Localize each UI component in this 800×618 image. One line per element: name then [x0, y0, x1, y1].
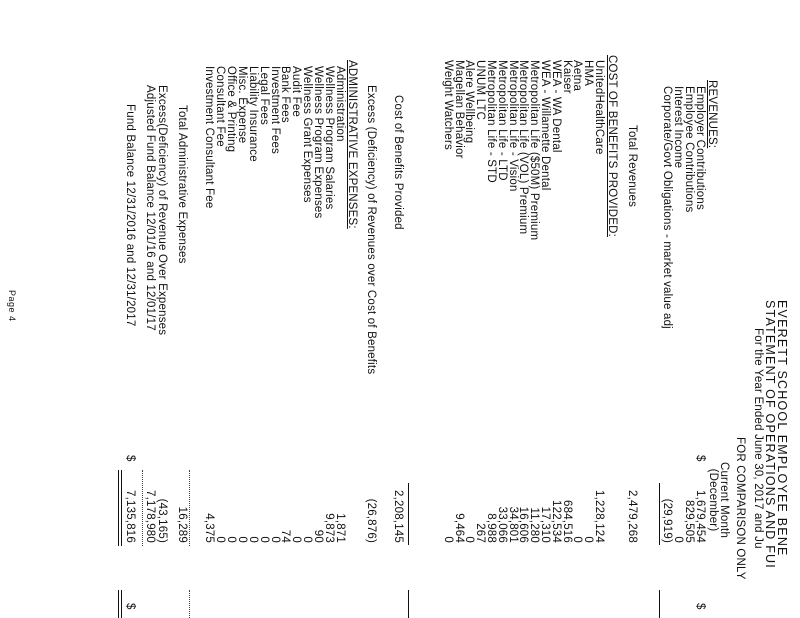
line-item-value: 1,228,124	[593, 490, 605, 543]
column-heading-december: (December)	[707, 468, 719, 532]
line-item-label: Wellness Program Salaries	[323, 66, 336, 210]
line-item-value: 267	[474, 523, 487, 543]
report-period: For the Year Ended June 30, 2017 and Ju	[752, 328, 764, 549]
adjusted-fund-balance-value: 7,178,980	[144, 490, 156, 543]
line-item-value: 0	[268, 536, 281, 543]
line-item-value: 4,375	[203, 513, 216, 543]
total-admin-value: 16,289	[176, 506, 188, 543]
total-revenues-label: Total Revenues	[626, 125, 638, 208]
line-item-value: 684,516	[560, 500, 573, 543]
line-item-label: Liability Insurance	[246, 66, 259, 162]
line-item-value: 9,464	[452, 513, 465, 543]
subtotal-rule	[408, 483, 409, 545]
line-item-value: 0	[441, 536, 454, 543]
line-item-value: 9,873	[323, 513, 336, 543]
report-title-line2: STATEMENT OF OPERATIONS AND FUI	[763, 300, 777, 569]
revenue-label: Employer Contributions	[694, 86, 706, 210]
column-heading-current-month: Current Month	[718, 461, 730, 539]
benefits-heading: COST OF BENEFITS PROVIDED:	[606, 55, 618, 237]
line-item-value: 0	[301, 536, 314, 543]
line-item-label: WEA - WA Dental	[549, 60, 562, 153]
fund-balance-value: 7,135,816	[124, 490, 136, 543]
line-item-label: Investment Fees	[268, 66, 281, 155]
line-item-value: 16,606	[517, 506, 530, 543]
excess-revenue-value: (26,876)	[365, 498, 377, 543]
line-item-value: 0	[571, 536, 584, 543]
comparison-label: FOR COMPARISON ONLY	[734, 437, 746, 580]
total-revenues-value: 2,479,268	[626, 490, 638, 543]
dollar-sign: $	[694, 455, 706, 462]
total-admin-label: Total Administrative Expenses	[176, 105, 188, 264]
excess-over-expenses-value: (43,165)	[156, 498, 168, 543]
line-item-value: 34,801	[506, 506, 519, 543]
line-item-label: HMA	[582, 60, 595, 87]
line-item-label: Kaiser	[560, 60, 573, 94]
line-item-value: 90	[312, 529, 325, 543]
line-item-value: 0	[582, 536, 595, 543]
revenue-label: Corporate/Govt Obligations - market value adj	[661, 86, 673, 329]
line-item-label: Aetna	[571, 60, 584, 92]
column-rule	[659, 590, 660, 618]
subtotal-rule	[142, 470, 143, 546]
line-item-value: 74	[279, 529, 292, 543]
line-item-value: 8,988	[485, 513, 497, 543]
line-item-label: Bank Fees	[279, 66, 292, 123]
column-rule	[189, 590, 190, 618]
cost-of-benefits-label: Cost of Benefits Provided	[392, 95, 404, 230]
line-item-label: WEA - Willamette Dental	[539, 60, 551, 191]
line-item-label: Metropolitan Life (VOL) Premium	[517, 60, 530, 235]
line-item-value: 0	[235, 536, 248, 543]
revenues-heading: REVENUES:	[706, 80, 718, 149]
line-item-label: Wellness Program Expenses	[312, 66, 325, 219]
revenue-value: 1,679,454	[694, 490, 706, 543]
total-double-rule	[118, 470, 122, 546]
line-item-label: Metropolitan Life - STD	[485, 60, 497, 183]
line-item-value: 0	[257, 536, 270, 543]
line-item-label: UNUM LTC	[474, 60, 487, 121]
total-double-rule	[118, 590, 122, 618]
line-item-label: Alere Wellbeing	[463, 60, 476, 144]
cost-of-benefits-value: 2,208,145	[392, 490, 404, 543]
revenue-value: 0	[672, 536, 684, 543]
dollar-sign-right: $	[124, 603, 136, 610]
column-rule	[408, 590, 409, 618]
line-item-value: 0	[225, 536, 237, 543]
line-item-label: Investment Consultant Fee	[203, 66, 216, 209]
line-item-label: Wellness Grant Expenses	[301, 66, 314, 203]
subtotal-rule	[659, 483, 660, 545]
line-item-label: Magellan Behavior	[452, 60, 465, 159]
excess-over-expenses-label: Excess(Deficiency) of Revenue Over Expenses	[156, 85, 168, 336]
line-item-label: Misc. Expense	[235, 66, 248, 144]
line-item-value: 1,871	[334, 513, 346, 543]
line-item-label: Metropolitan Life - Vision	[506, 60, 519, 192]
report-title-line1: EVERETT SCHOOL EMPLOYEE BENE	[775, 300, 789, 557]
fund-balance-label: Fund Balance 12/31/2016 and 12/31/2017	[124, 104, 136, 327]
line-item-label: Legal Fees	[257, 66, 270, 125]
line-item-label: Office & Printing	[225, 66, 237, 153]
line-item-value: 0	[463, 536, 476, 543]
revenue-label: Interest Income	[672, 86, 684, 169]
revenue-label: Employee Contributions	[683, 86, 695, 213]
page-number: Page 4	[7, 290, 17, 322]
line-item-value: 33,066	[495, 506, 508, 543]
line-item-label: Metropolitan Life ($50M) Premium	[528, 60, 541, 241]
dollar-sign-right: $	[694, 603, 706, 610]
line-item-value: 0	[214, 536, 227, 543]
adjusted-fund-balance-label: Adjusted Fund Balance 12/01/16 and 12/01/17	[144, 85, 156, 331]
line-item-value: 11,280	[528, 507, 541, 543]
line-item-label: Administration	[334, 66, 346, 142]
line-item-label: UnitedHealthCare	[593, 60, 605, 155]
line-item-value: 0	[246, 536, 259, 543]
line-item-value: 17,310	[539, 506, 551, 543]
subtotal-rule	[189, 470, 190, 546]
dollar-sign: $	[124, 455, 136, 462]
admin-heading: ADMINISTRATIVE EXPENSES:	[346, 60, 358, 229]
line-item-label: Audit Fee	[290, 66, 303, 118]
line-item-value: 0	[290, 536, 303, 543]
revenue-value: 829,505	[683, 500, 695, 543]
line-item-value: 122,534	[549, 500, 562, 543]
line-item-label: Consultant Fee	[214, 66, 227, 147]
line-item-label: Weight Watchers	[441, 60, 454, 150]
revenue-value: (29,919)	[661, 498, 673, 543]
excess-revenue-label: Excess (Deficiency) of Revenues over Cost of Benefits	[365, 85, 377, 375]
line-item-label: Metropolitan Life - LTD	[495, 60, 508, 181]
